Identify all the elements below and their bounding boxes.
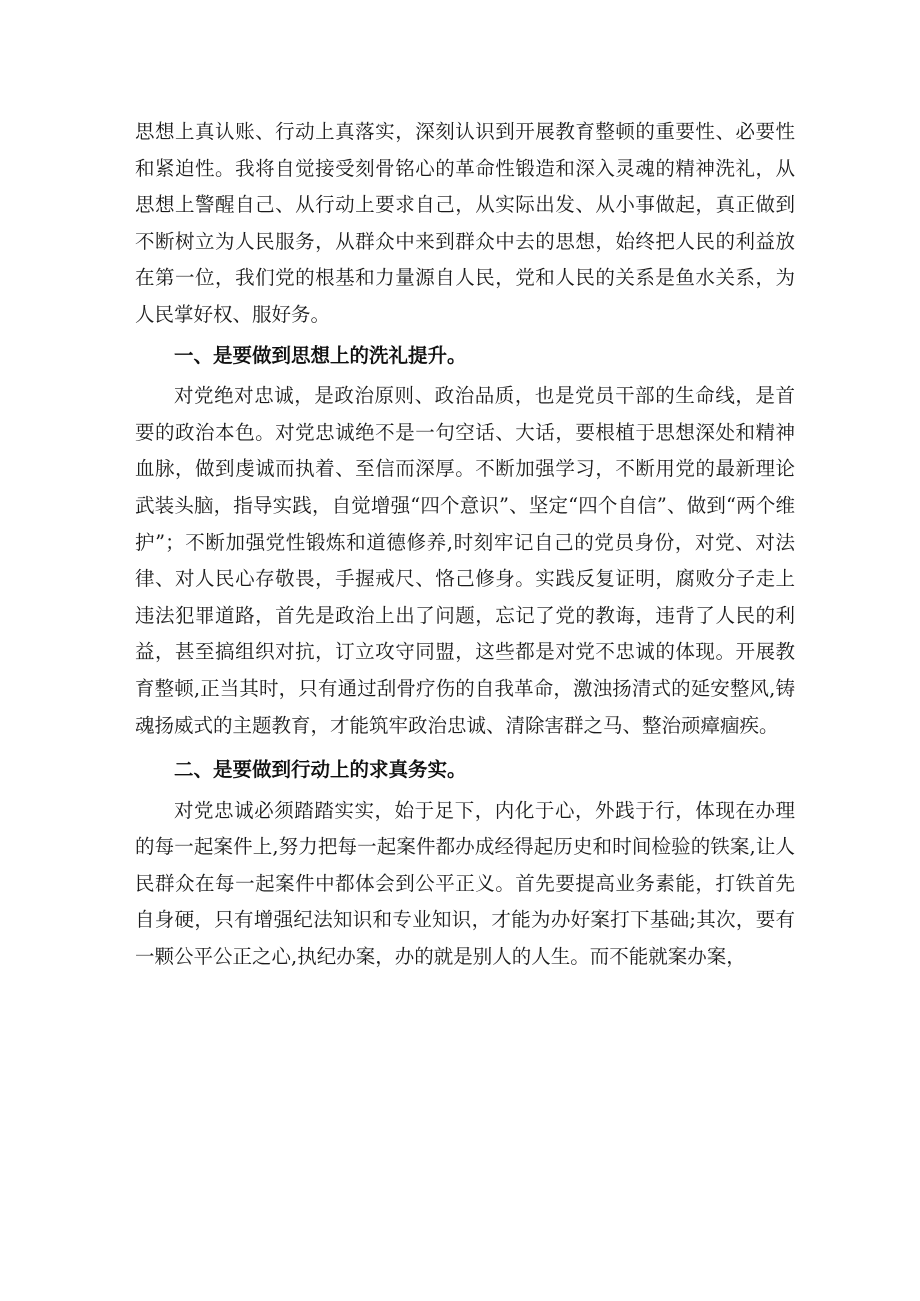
intro-paragraph: 思想上真认账、行动上真落实，深刻认识到开展教育整顿的重要性、必要性和紧迫性。我将自觉接受刻骨铭心的革命性锻造和深入灵魂的精神洗礼，从思想上警醒自己、从行动上要求自己，从实际出发、从小事做起，真正做到不断树立为人民服务，从群众中来到群众中去的思想，始终把人民的利益放在第一位，我们党的根基和力量源自人民，党和人民的关系是鱼水关系，为人民掌好权、服好务。	[135, 120, 795, 326]
spacer	[135, 744, 795, 752]
document-body	[135, 114, 795, 976]
section-body-1: 对党绝对忠诚，是政治原则、政治品质，也是党员干部的生命线，是首要的政治本色。对党忠诚绝不是一句空话、大话，要根植于思想深处和精神血脉，做到虔诚而执着、至信而深厚。不断加强学习，不断用党的最新理论武装头脑，指导实践，自觉增强“四个意识”、坚定“四个自信”、做到“两个维护”；不断加强党性锻炼和道德修养,时刻牢记自己的党员身份，对党、对法律、对人民心存敬畏，手握戒尺、恪己修身。实践反复证明，腐败分子走上违法犯罪道路，首先是政治上出了问题，忘记了党的教诲，违背了人民的利益，甚至搞组织对抗，订立攻守同盟，这些都是对党不忠诚的体现。开展教育整顿,正当其时，只有通过刮骨疗伤的自我革命，激浊扬清式的延安整风,铸魂扬威式的主题教育，才能筑牢政治忠诚、清除害群之马、整治顽瘴痼疾。	[135, 384, 795, 737]
section-heading-2: 二、是要做到行动上的求真务实。	[174, 758, 467, 782]
section-heading-1: 一、是要做到思想上的洗礼提升。	[174, 343, 467, 367]
section-body-2: 对党忠诚必须踏踏实实，始于足下，内化于心，外践于行，体现在办理的每一起案件上,努力把每一起案件都办成经得起历史和时间检验的铁案,让人民群众在每一起案件中都体会到公平正义。首先要提高业务素能，打铁首先自身硬，只有增强纪法知识和专业知识，才能为办好案打下基础;其次，要有一颗公平公正之心,执纪办案，办的就是别人的人生。而不能就案办案，	[135, 798, 795, 969]
